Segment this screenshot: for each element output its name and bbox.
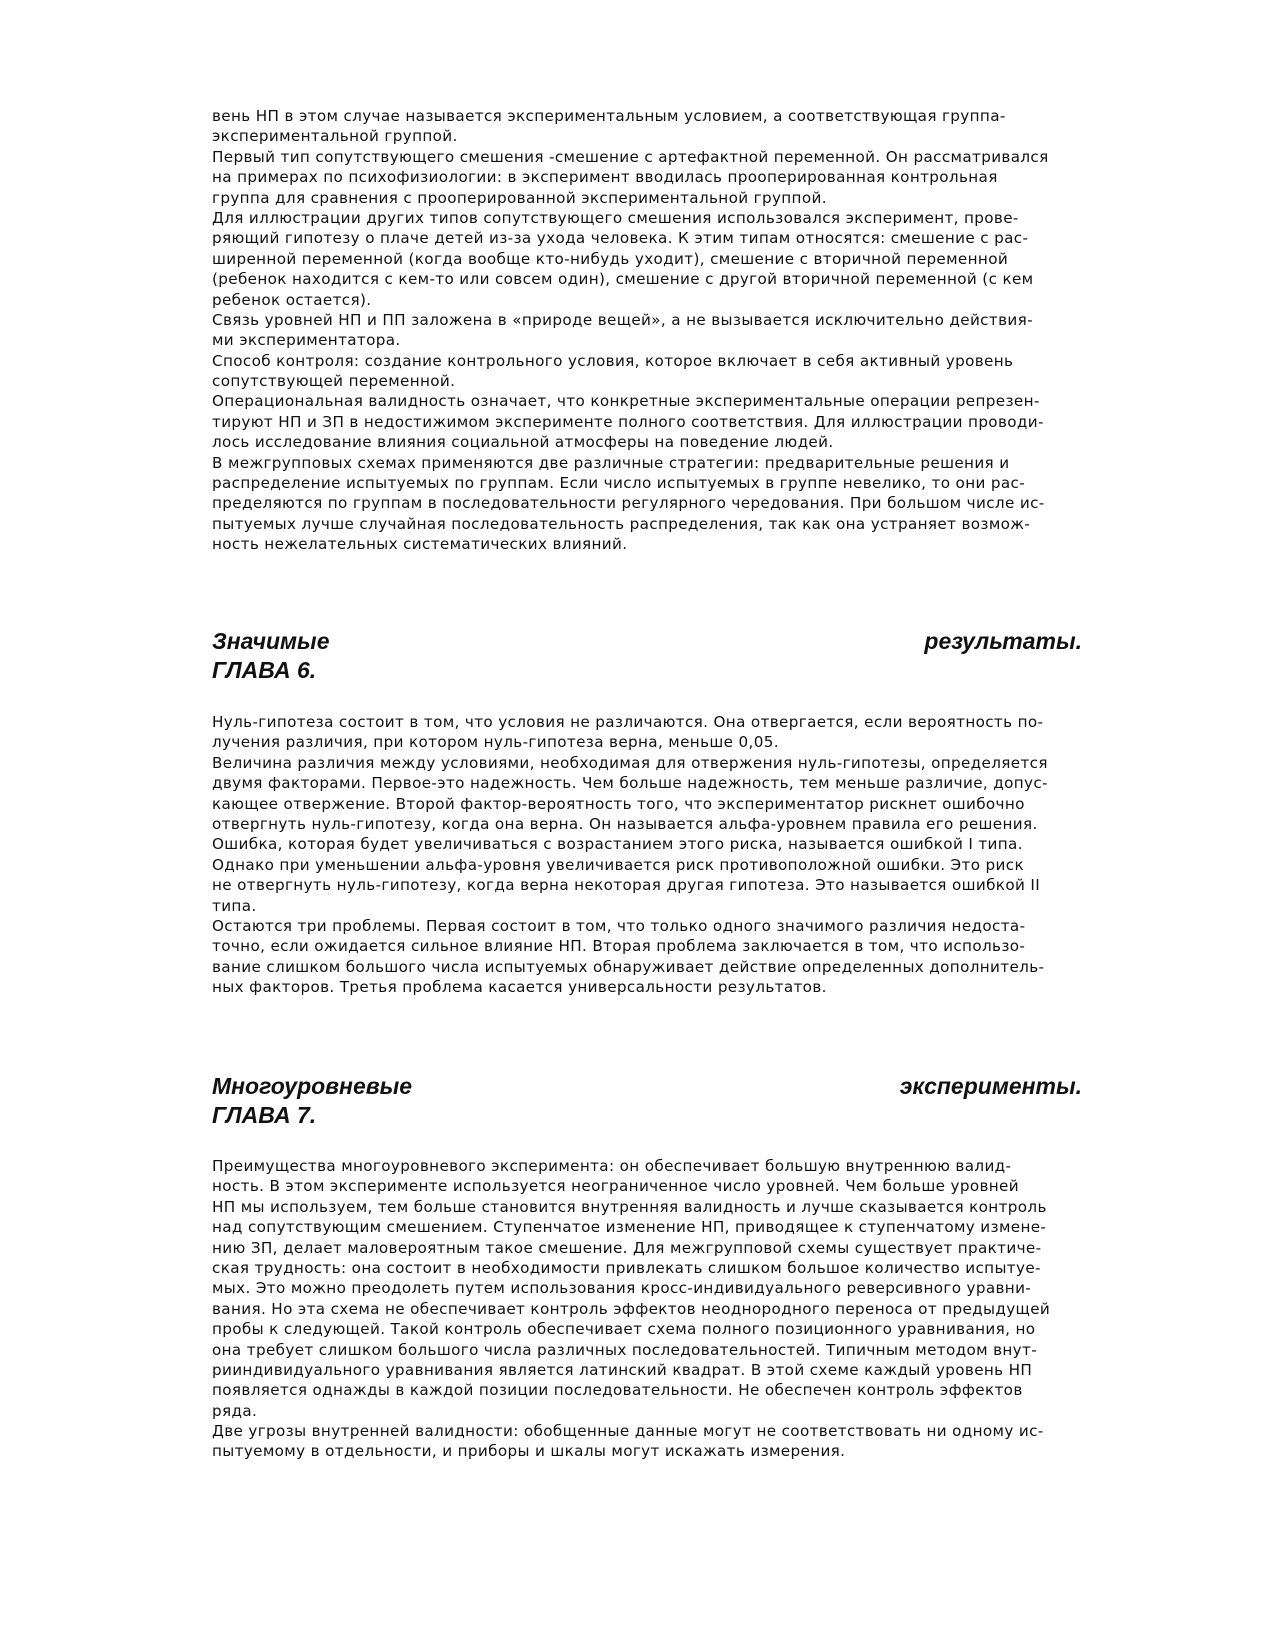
text-line: вания. Но эта схема не обеспечивает контроль эффектов неоднородного переноса от предыдущей [212, 1299, 1051, 1318]
chapter6-heading [212, 627, 1082, 685]
text-line: (ребенок находится с кем-то или совсем один), смешение с другой вторичной переменной (с кем [212, 270, 1034, 289]
text-line: НП мы используем, тем больше становится внутренняя валидность и лучше сказывается контроль [212, 1197, 1047, 1216]
text-line: ных факторов. Третья проблема касается универсальности результатов. [212, 978, 827, 997]
text-line: ми экспериментатора. [212, 331, 401, 350]
text-line: типа. [212, 896, 257, 915]
text-line: Первый тип сопутствующего смешения -смешение с артефактной переменной. Он рассматривался [212, 147, 1049, 166]
text-line: не отвергнуть нуль-гипотезу, когда верна некоторая другая гипотеза. Это называется ошибкой II [212, 876, 1041, 895]
text-line: ряда. [212, 1401, 258, 1420]
text-line: ность нежелательных систематических влияний. [212, 535, 628, 554]
text-line: ская трудность: она состоит в необходимости привлекать слишком большое количество испытуе- [212, 1258, 1041, 1277]
text-line: пытуемых лучше случайная последовательность распределения, так как она устраняет возмож- [212, 514, 1031, 533]
chapter7-label: ГЛАВА 7. [212, 1102, 317, 1128]
text-line: точно, если ожидается сильное влияние НП. Вторая проблема заключается в том, что использо- [212, 937, 1026, 956]
chapter7-title-right: эксперименты. [899, 1073, 1082, 1099]
text-line: вень НП в этом случае называется экспериментальным условием, а соответствующая группа- [212, 107, 1006, 125]
text-line: тируют НП и ЗП в недостижимом эксперименте полного соответствия. Для иллюстрации проводи- [212, 412, 1044, 431]
intro-text [212, 106, 1082, 555]
text-line: Остаются три проблемы. Первая состоит в том, что только одного значимого различия недоста- [212, 916, 1026, 935]
text-line: Способ контроля: создание контрольного условия, которое включает в себя активный уровень [212, 351, 1014, 370]
text-line: пробы к следующей. Такой контроль обеспечивает схема полного позиционного уравнивания, но [212, 1320, 1036, 1339]
text-line: Нуль-гипотеза состоит в том, что условия не различаются. Она отвергается, если вероятность по- [212, 713, 1044, 731]
text-line: пытуемому в отдельности, и приборы и шкалы могут искажать измерения. [212, 1442, 846, 1461]
text-line: лось исследование влияния социальной атмосферы на поведение людей. [212, 433, 834, 452]
text-line: вание слишком большого числа испытуемых обнаруживает действие определенных дополнитель- [212, 957, 1045, 976]
text-line: рииндивидуального уравнивания является латинский квадрат. В этой схеме каждый уровень НП [212, 1360, 1033, 1379]
text-line: ширенной переменной (когда вообще кто-нибудь уходит), смешение с вторичной переменной [212, 249, 1009, 268]
text-line: на примерах по психофизиологии: в эксперимент вводилась прооперированная контрольная [212, 168, 998, 187]
text-line: лучения различия, при котором нуль-гипотеза верна, меньше 0,05. [212, 733, 779, 752]
text-line: Величина различия между условиями, необходимая для отвержения нуль-гипотезы, определяется [212, 753, 1048, 772]
text-line: Ошибка, которая будет увеличиваться с возрастанием этого риска, называется ошибкой I типа. [212, 835, 1023, 854]
text-line: Однако при уменьшении альфа-уровня увеличивается риск противоположной ошибки. Это риск [212, 855, 1024, 874]
text-line: ность. В этом эксперименте используется неограниченное число уровней. Чем больше уровней [212, 1177, 1019, 1196]
text-line: Операциональная валидность означает, что конкретные экспериментальные операции репрезен- [212, 392, 1040, 411]
chapter6-title-right: результаты. [924, 628, 1082, 654]
text-line: над сопутствующим смешением. Ступенчатое изменение НП, приводящее к ступенчатому измене- [212, 1218, 1047, 1237]
chapter7-heading [212, 1072, 1082, 1130]
text-line: Преимущества многоуровневого эксперимента: он обеспечивает большую внутреннюю валид- [212, 1157, 1012, 1175]
chapter6-title-left: Значимые [212, 628, 330, 654]
text-line: пределяются по группам в последовательности регулярного чередования. При большом числе ис- [212, 494, 1045, 513]
text-line: группа для сравнения с прооперированной экспериментальной группой. [212, 188, 827, 207]
text-line: ребенок остается). [212, 290, 372, 309]
text-line: В межгрупповых схемах применяются две различные стратегии: предварительные решения и [212, 453, 1010, 472]
text-line: отвергнуть нуль-гипотезу, когда она верна. Он называется альфа-уровнем правила его решения. [212, 814, 1038, 833]
text-line: ряющий гипотезу о плаче детей из-за ухода человека. К этим типам относятся: смешение с рас- [212, 229, 1029, 248]
text-line: кающее отвержение. Второй фактор-вероятность того, что экспериментатор рискнет ошибочно [212, 794, 1025, 813]
text-line: мых. Это можно преодолеть путем использования кросс-индивидуального реверсивного уравни- [212, 1279, 1032, 1298]
text-line: экспериментальной группой. [212, 127, 458, 146]
text-line: Две угрозы внутренней валидности: обобщенные данные могут не соответствовать ни одному ис- [212, 1422, 1044, 1441]
chapter7-text [212, 1156, 1082, 1462]
text-line: нию ЗП, делает маловероятным такое смешение. Для межгрупповой схемы существует практиче- [212, 1238, 1042, 1257]
chapter7-title-left: Многоуровневые [212, 1073, 413, 1099]
text-line: двумя факторами. Первое-это надежность. Чем больше надежность, тем меньше различие, допус- [212, 774, 1048, 793]
text-line: Связь уровней НП и ПП заложена в «природе вещей», а не вызывается исключительно действия- [212, 310, 1033, 329]
text-line: сопутствующей переменной. [212, 372, 456, 391]
chapter6-label: ГЛАВА 6. [212, 657, 317, 683]
text-line: распределение испытуемых по группам. Если число испытуемых в группе невелико, то они рас- [212, 474, 1026, 493]
text-line: она требует слишком большого числа различных последовательностей. Типичным методом внут- [212, 1340, 1038, 1359]
text-line: появляется однажды в каждой позиции последовательности. Не обеспечен контроль эффектов [212, 1381, 1023, 1400]
text-line: Для иллюстрации других типов сопутствующего смешения использовался эксперимент, прове- [212, 208, 1019, 227]
chapter6-text [212, 712, 1082, 997]
